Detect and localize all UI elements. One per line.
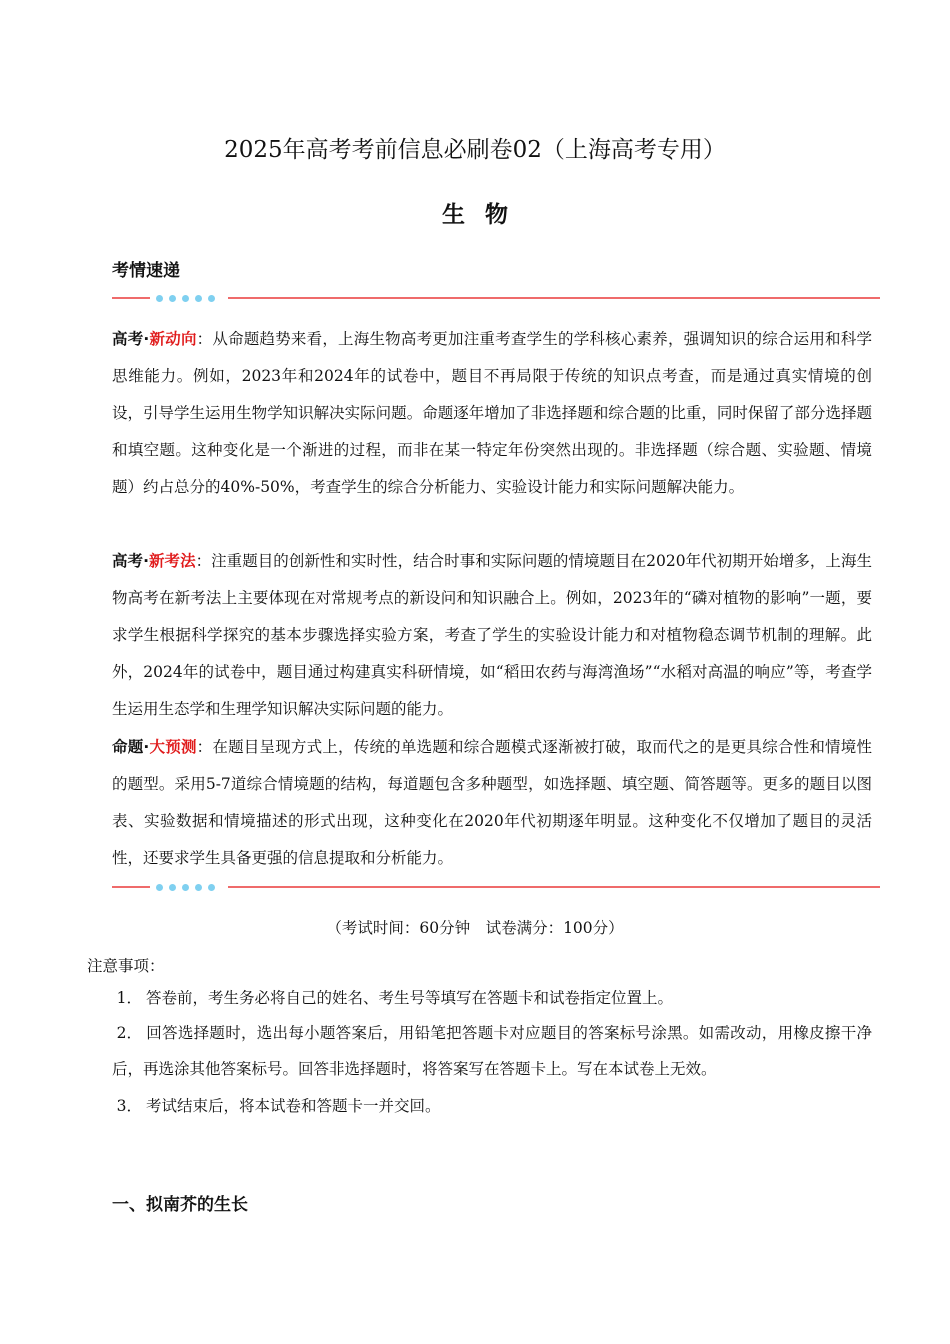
section-heading: 一、拟南芥的生长 — [112, 1195, 248, 1215]
paragraph-body: ：注重题目的创新性和实时性，结合时事和实际问题的情境题目在2020年代初期开始增多，上海生物高考在新考法上主要体现在对常规考点的新设问和知识融合上。例如，2023年的“磷对植物的影响”一题，要求学生根据科学探究的基本步骤选择实验方案，考查了学生的实验设计能力和对植物稳态调节机制的理解。此外，2024年的试卷中，题目通过构建真实科研情境，如“稻田农药与海湾渔场”“水稻对高温的响应”等，考查学生运用生态学和生理学知识解决实际问题的能力。 — [112, 552, 872, 718]
note-item — [112, 1088, 872, 1124]
dots-decoration — [156, 292, 215, 304]
intro-label: 考情速递 — [112, 261, 180, 281]
keyword-prefix: 高考· — [112, 552, 149, 570]
paragraph-body: ：从命题趋势来看，上海生物高考更加注重考查学生的学科核心素养，强调知识的综合运用和科学思维能力。例如，2023年和2024年的试卷中，题目不再局限于传统的知识点考查，而是通过真实情境的创设，引导学生运用生物学知识解决实际问题。命题逐年增加了非选择题和综合题的比重，同时保留了部分选择题和填空题。这种变化是一个渐进的过程，而非在某一特定年份突然出现的。非选择题（综合题、实验题、情境题）约占总分的40%-50%，考查学生的综合分析能力、实验设计能力和实际问题解决能力。 — [112, 330, 872, 496]
document-title: 2025年高考考前信息必刷卷02（上海高考专用） — [224, 137, 726, 163]
notes-title: 注意事项： — [87, 957, 165, 975]
note-text: 回答选择题时，选出每小题答案后，用铅笔把答题卡对应题目的答案标号涂黑。如需改动，用橡皮擦干净后，再选涂其他答案标号。回答非选择题时，将答案写在答题卡上。写在本试卷上无效。 — [112, 1024, 872, 1078]
note-text: 考试结束后，将本试卷和答题卡一并交回。 — [146, 1097, 441, 1115]
subject-title: 生物 — [442, 201, 528, 228]
note-number: 3． — [116, 1097, 142, 1115]
intro-paragraph-method — [112, 543, 872, 728]
keyword-highlight: 大预测 — [149, 738, 197, 756]
keyword-highlight: 新动向 — [149, 330, 197, 348]
intro-paragraph-prediction — [112, 729, 872, 877]
divider-bottom — [112, 881, 880, 893]
dots-decoration — [156, 881, 215, 893]
keyword-prefix: 命题· — [112, 738, 150, 756]
intro-paragraph-trend — [112, 321, 872, 506]
keyword-prefix: 高考· — [112, 330, 150, 348]
note-text: 答卷前，考生务必将自己的姓名、考生号等填写在答题卡和试卷指定位置上。 — [146, 989, 674, 1007]
divider-top — [112, 292, 880, 304]
note-number: 2． — [116, 1024, 142, 1042]
exam-time-info: （考试时间：60分钟 试卷满分：100分） — [326, 919, 624, 937]
note-number: 1． — [116, 989, 142, 1007]
keyword-highlight: 新考法 — [148, 552, 196, 570]
paragraph-body: ：在题目呈现方式上，传统的单选题和综合题模式逐渐被打破，取而代之的是更具综合性和情境性的题型。采用5-7道综合情境题的结构，每道题包含多种题型，如选择题、填空题、简答题等。更多的题目以图表、实验数据和情境描述的形式出现，这种变化在2020年代初期逐年明显。这种变化不仅增加了题目的灵活性，还要求学生具备更强的信息提取和分析能力。 — [112, 738, 872, 867]
note-item — [112, 1015, 872, 1087]
note-item — [112, 980, 872, 1016]
